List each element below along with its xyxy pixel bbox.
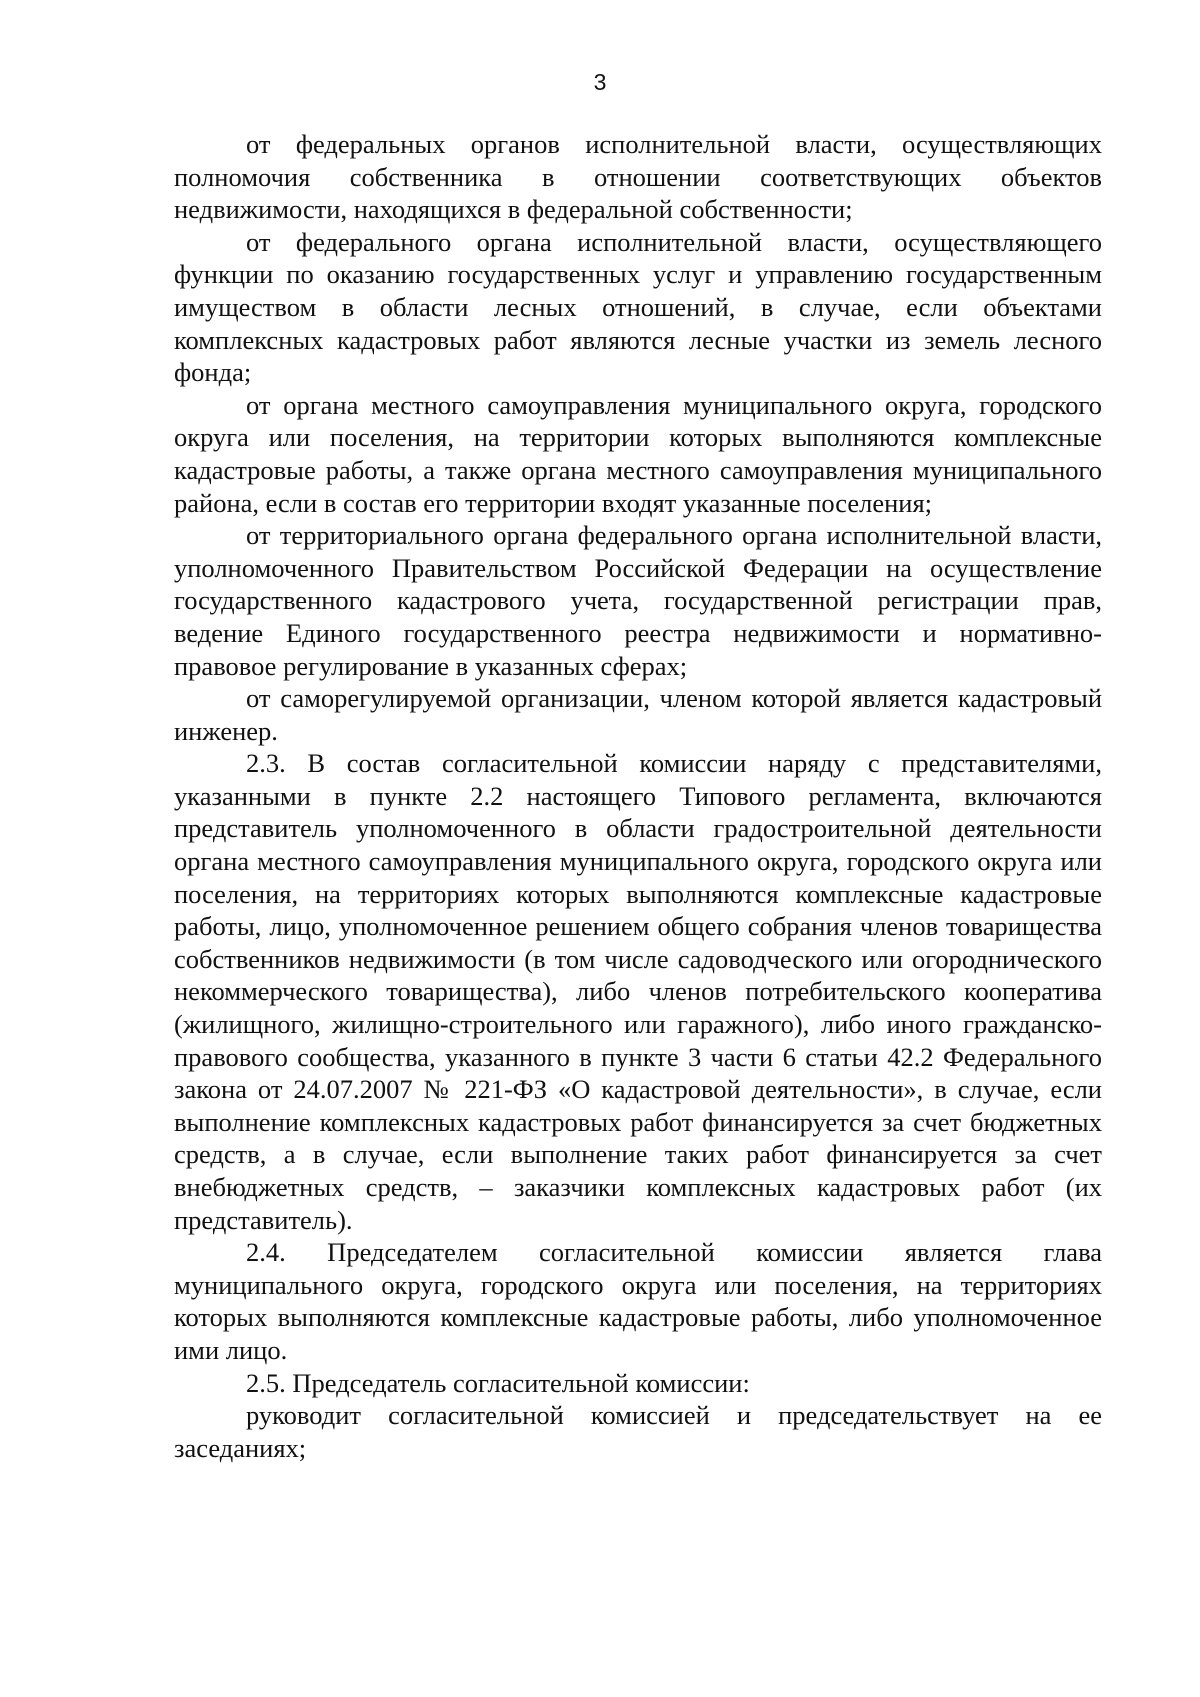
paragraph-2-4: 2.4. Председателем согласительной комиссии является глава муниципального округа, городского округа или поселения, на территориях которых выполняются комплексные кадастровые работы, либо уполномоченное ими лицо. bbox=[174, 1237, 1102, 1365]
paragraph-2-5: 2.5. Председатель согласительной комиссии: bbox=[246, 1367, 750, 1398]
paragraph-self-regulatory-org: от саморегулируемой организации, членом которой является кадастровый инженер. bbox=[174, 683, 1102, 746]
paragraph-federal-bodies: от федеральных органов исполнительной власти, осуществляющих полномочия собственника в отношении соответствующих объектов недвижимости, находящихся в федеральной собственности; bbox=[174, 129, 1102, 225]
paragraph-2-3: 2.3. В состав согласительной комиссии наряду с представителями, указанными в пункте 2.2 настоящего Типового регламента, включаются представитель уполномоченного в области градостроительной деятельности органа местного самоуправления муниципального округа, городского округа или поселения, на территориях которых выполняются комплексные кадастровые работы, лицо, уполномоченное решением общего собрания членов товарищества собственников недвижимости (в том числе садоводческого или огороднического некоммерческого товарищества), либо членов потребительского кооператива (жилищного, жилищно-строительного или гаражного), либо иного гражданско-правового сообщества, указанного в пункте 3 части 6 статьи 42.2 Федерального закона от 24.07.2007 № 221-ФЗ «О кадастровой деятельности», в случае, если выполнение комплексных кадастровых работ финансируется за счет бюджетных средств, а в случае, если выполнение таких работ финансируется за счет внебюджетных средств, – заказчики комплексных кадастровых работ (их представитель). bbox=[174, 748, 1102, 1235]
paragraph-chair-duties: руководит согласительной комиссией и председательствует на ее заседаниях; bbox=[174, 1400, 1102, 1463]
paragraph-territorial-body: от территориального органа федерального органа исполнительной власти, уполномоченного Правительством Российской Федерации на осуществление государственного кадастрового учета, государственной регистрации прав, ведение Единого государственного реестра недвижимости и нормативно-правовое регулирование в указанных сферах; bbox=[174, 520, 1102, 681]
paragraph-forestry-body: от федерального органа исполнительной власти, осуществляющего функции по оказанию государственных услуг и управлению государственным имуществом в области лесных отношений, в случае, если объектами комплексных кадастровых работ являются лесные участки из земель лесного фонда; bbox=[174, 226, 1102, 388]
page-number: 3 bbox=[593, 69, 607, 95]
paragraph-local-government: от органа местного самоуправления муниципального округа, городского округа или поселения, на территории которых выполняются комплексные кадастровые работы, а также органа местного самоуправления муниципального района, если в состав его территории входят указанные поселения; bbox=[174, 389, 1102, 518]
document-body bbox=[174, 128, 1102, 1464]
